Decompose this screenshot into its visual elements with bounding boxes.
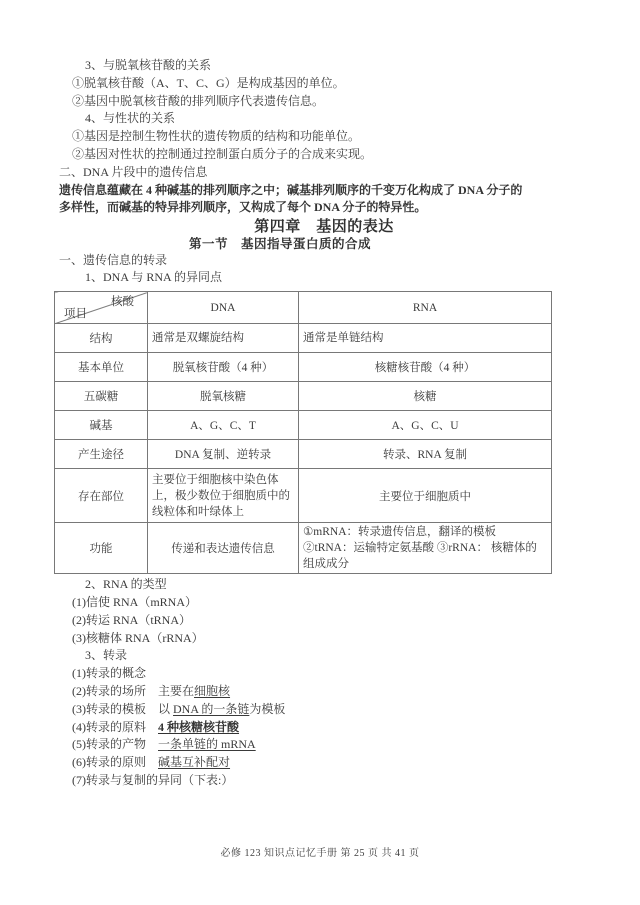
section-label: 一、遗传信息的转录 xyxy=(59,252,168,267)
paragraph-line: 多样性，而碱基的特异排列顺序，又构成了每个 DNA 分子的特异性。 xyxy=(59,200,427,215)
item-text xyxy=(146,755,158,769)
row-label: 结构 xyxy=(55,324,148,353)
table-row xyxy=(55,382,552,411)
list-item: (1)信使 RNA（mRNA） xyxy=(72,594,197,609)
rna-cell: 通常是单链结构 xyxy=(299,324,552,353)
table-row xyxy=(55,411,552,440)
row-label: 功能 xyxy=(55,523,148,574)
item-text xyxy=(146,720,158,734)
item-label: (5)转录的产物 xyxy=(72,737,146,752)
list-item xyxy=(59,665,589,683)
dna-cell: A、G、C、T xyxy=(148,411,299,440)
dna-cell: 传递和表达遗传信息 xyxy=(148,523,299,574)
rna-cell: A、G、C、U xyxy=(299,411,552,440)
row-label: 五碳糖 xyxy=(55,382,148,411)
item-underlined-text: 4 种核糖核苷酸 xyxy=(158,719,240,734)
item-label: (7)转录与复制的异同（下表:） xyxy=(72,772,234,787)
dna-cell: 脱氧核糖 xyxy=(148,382,299,411)
table-row xyxy=(55,353,552,382)
table-row xyxy=(55,469,552,523)
column-header-rna: RNA xyxy=(299,292,552,324)
rna-cell: ①mRNA：转录遗传信息，翻译的模板 ②tRNA：运输特定氨基酸 ③rRNA： 核糖体的组成成分 xyxy=(299,523,552,574)
list-item: ②基因中脱氧核苷酸的排列顺序代表遗传信息。 xyxy=(72,93,325,108)
list-item xyxy=(59,772,589,790)
row-label: 碱基 xyxy=(55,411,148,440)
column-header-dna: DNA xyxy=(148,292,299,324)
list-item: 2、RNA 的类型 xyxy=(85,577,167,592)
page-content xyxy=(59,57,589,790)
row-label: 产生途径 xyxy=(55,440,148,469)
dna-cell: 通常是双螺旋结构 xyxy=(148,324,299,353)
list-item xyxy=(59,701,589,719)
chapter-heading: 第四章 基因的表达 xyxy=(254,218,394,235)
list-item: ①基因是控制生物性状的遗传物质的结构和功能单位。 xyxy=(72,129,361,144)
corner-label-top: 核酸 xyxy=(111,296,134,309)
rna-cell: 核糖 xyxy=(299,382,552,411)
list-item xyxy=(59,719,589,737)
list-item: 3、与脱氧核苷酸的关系 xyxy=(85,58,212,72)
item-label: (3)转录的模板 xyxy=(72,701,146,716)
page-footer: 必修 123 知识点记忆手册 第 25 页 共 41 页 xyxy=(220,848,420,859)
item-underlined-text: 碱基互补配对 xyxy=(158,755,231,770)
list-item: 3、转录 xyxy=(85,648,128,663)
table-row xyxy=(55,523,552,574)
list-item: 4、与性状的关系 xyxy=(85,111,176,126)
row-label: 存在部位 xyxy=(55,469,148,523)
item-text xyxy=(146,737,158,751)
dna-cell: 主要位于细胞核中染色体上，极少数位于细胞质中的线粒体和叶绿体上 xyxy=(148,469,299,523)
table-row xyxy=(55,324,552,353)
table-row xyxy=(55,440,552,469)
table-header-row xyxy=(55,292,552,324)
table-corner-cell xyxy=(55,292,148,324)
row-label: 基本单位 xyxy=(55,353,148,382)
list-item: (2)转运 RNA（tRNA） xyxy=(72,612,191,627)
item-underlined-text: 细胞核 xyxy=(194,683,231,698)
dna-cell: DNA 复制、逆转录 xyxy=(148,440,299,469)
corner-label-bottom: 项目 xyxy=(64,308,87,321)
item-label: (1)转录的概念 xyxy=(72,666,146,681)
list-item: ①脱氧核苷酸（A、T、C、G）是构成基因的单位。 xyxy=(72,75,345,90)
section-heading: 第一节 基因指导蛋白质的合成 xyxy=(188,236,371,251)
item-text: 主要在 xyxy=(146,683,195,698)
rna-cell: 主要位于细胞质中 xyxy=(299,469,552,523)
rna-cell: 转录、RNA 复制 xyxy=(299,440,552,469)
item-underlined-text: DNA 的一条链 xyxy=(173,701,250,716)
list-item xyxy=(59,683,589,701)
summary-paragraph xyxy=(59,182,589,217)
item-label: (2)转录的场所 xyxy=(72,683,146,698)
section-label: 二、DNA 片段中的遗传信息 xyxy=(59,164,208,179)
dna-rna-comparison-table xyxy=(54,291,552,574)
rna-cell: 核糖核苷酸（4 种） xyxy=(299,353,552,382)
list-item: ②基因对性状的控制通过控制蛋白质分子的合成来实现。 xyxy=(72,146,373,161)
dna-cell: 脱氧核苷酸（4 种） xyxy=(148,353,299,382)
list-item xyxy=(59,754,589,772)
item-text: 为模板 xyxy=(249,701,286,716)
list-item xyxy=(59,736,589,754)
item-text: 以 xyxy=(146,701,174,716)
item-underlined-text: 一条单链的 mRNA xyxy=(158,737,256,752)
list-item: 1、DNA 与 RNA 的异同点 xyxy=(85,270,223,285)
item-label: (6)转录的原则 xyxy=(72,755,146,770)
paragraph-line: 遗传信息蕴藏在 4 种碱基的排列顺序之中；碱基排列顺序的千变万化构成了 DNA 分子的 xyxy=(59,182,523,197)
list-item: (3)核糖体 RNA（rRNA） xyxy=(72,630,204,645)
item-label: (4)转录的原料 xyxy=(72,719,146,734)
